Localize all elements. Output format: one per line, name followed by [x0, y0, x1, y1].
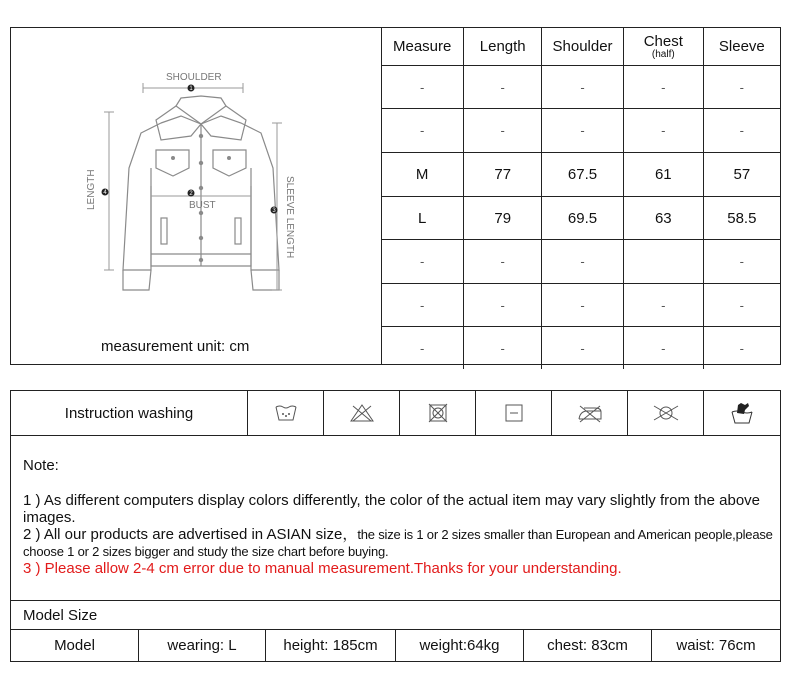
size-table-cell: - [703, 327, 780, 370]
length-label: LENGTH [86, 169, 97, 210]
size-table-cell: M [381, 153, 464, 197]
size-table-cell: - [703, 109, 780, 153]
marker-4: 4 [103, 190, 107, 196]
care-and-notes [10, 390, 781, 662]
hand-wash-icon [248, 391, 324, 435]
size-table-cell: - [464, 66, 542, 109]
marker-1: 1 [189, 86, 193, 92]
no-tumble-dry-icon [400, 391, 476, 435]
note-2-part-b: the size is 1 or 2 sizes smaller than European and American people,please choose 1 or 2 sizes bigger and study the size chart before buying. [23, 527, 773, 559]
size-table-cell: - [381, 284, 464, 327]
header-sleeve: Sleeve [703, 28, 780, 66]
size-table-cell: 79 [464, 197, 542, 240]
washing-instructions-title: Instruction washing [11, 391, 248, 435]
size-table-row [381, 109, 780, 153]
size-table-cell [623, 240, 703, 284]
size-table-cell: - [464, 284, 542, 327]
sleeve-label: SLEEVE LENGTH [284, 176, 295, 259]
marker-3: 3 [272, 208, 276, 214]
marker-2: 2 [189, 191, 193, 197]
size-table-cell: - [623, 327, 703, 370]
size-table-cell: - [542, 327, 624, 370]
size-table-header [381, 28, 780, 66]
no-bleach-icon [324, 391, 400, 435]
measurement-unit: measurement unit: cm [101, 338, 250, 355]
size-table [381, 28, 780, 369]
header-chest: Chest (half) [623, 28, 703, 66]
size-table-cell: - [464, 240, 542, 284]
size-table-row [381, 153, 780, 197]
header-shoulder: Shoulder [542, 28, 624, 66]
size-table-cell: - [703, 66, 780, 109]
model-waist: waist: 76cm [676, 637, 756, 654]
size-table-cell: - [381, 327, 464, 370]
size-table-cell: - [623, 109, 703, 153]
note-1: 1 ) As different computers display colors differently, the color of the actual item may vary slightly from the above images. [23, 492, 761, 526]
size-table-cell: - [703, 284, 780, 327]
size-table-cell: 58.5 [703, 197, 780, 240]
size-table-cell: 69.5 [542, 197, 624, 240]
size-table-cell: L [381, 197, 464, 240]
jacket-diagram [11, 28, 381, 328]
no-dry-clean-icon [628, 391, 704, 435]
size-table-cell: - [542, 66, 624, 109]
model-weight: weight:64kg [396, 630, 524, 661]
size-table-row [381, 66, 780, 109]
shoulder-label: SHOULDER [166, 72, 222, 83]
garment-diagram-panel [11, 28, 382, 364]
no-iron-icon [552, 391, 628, 435]
dry-flat-icon [476, 391, 552, 435]
model-size-row [11, 630, 780, 661]
hand-wash-only-icon [704, 391, 780, 435]
size-table-row [381, 284, 780, 327]
model-wearing: wearing: L [139, 630, 266, 661]
size-table-cell: - [381, 66, 464, 109]
size-table-cell: - [381, 240, 464, 284]
model-label: Model [11, 630, 139, 661]
size-table-cell: - [542, 284, 624, 327]
size-table-cell: - [542, 240, 624, 284]
size-table-cell: 61 [623, 153, 703, 197]
model-height: height: 185cm [266, 630, 396, 661]
model-size-title: Model Size [11, 600, 780, 630]
size-table-row [381, 240, 780, 284]
size-table-cell: - [623, 66, 703, 109]
size-table-row [381, 197, 780, 240]
size-table-cell: - [623, 284, 703, 327]
size-table-cell: 77 [464, 153, 542, 197]
notes-section [23, 457, 773, 577]
size-table-cell: - [542, 109, 624, 153]
bust-label: BUST [189, 200, 216, 211]
size-table-cell: 67.5 [542, 153, 624, 197]
size-table-cell: 63 [623, 197, 703, 240]
note-3: 3 ) Please allow 2-4 cm error due to manual measurement.Thanks for your understanding. [23, 560, 622, 577]
washing-instructions-row [11, 391, 780, 436]
size-table-cell: - [703, 240, 780, 284]
note-2-part-a: 2 ) All our products are advertised in ASIAN size， [23, 526, 358, 543]
size-table-cell: - [464, 327, 542, 370]
header-length: Length [464, 28, 542, 66]
model-chest: chest: 83cm [524, 630, 652, 661]
size-table-cell: 57 [703, 153, 780, 197]
note-2 [23, 526, 773, 560]
size-table-cell: - [464, 109, 542, 153]
note-heading: Note: [23, 457, 59, 474]
size-chart [10, 27, 781, 365]
size-table-row [381, 327, 780, 370]
header-measure: Measure [381, 28, 464, 66]
size-table-cell: - [381, 109, 464, 153]
